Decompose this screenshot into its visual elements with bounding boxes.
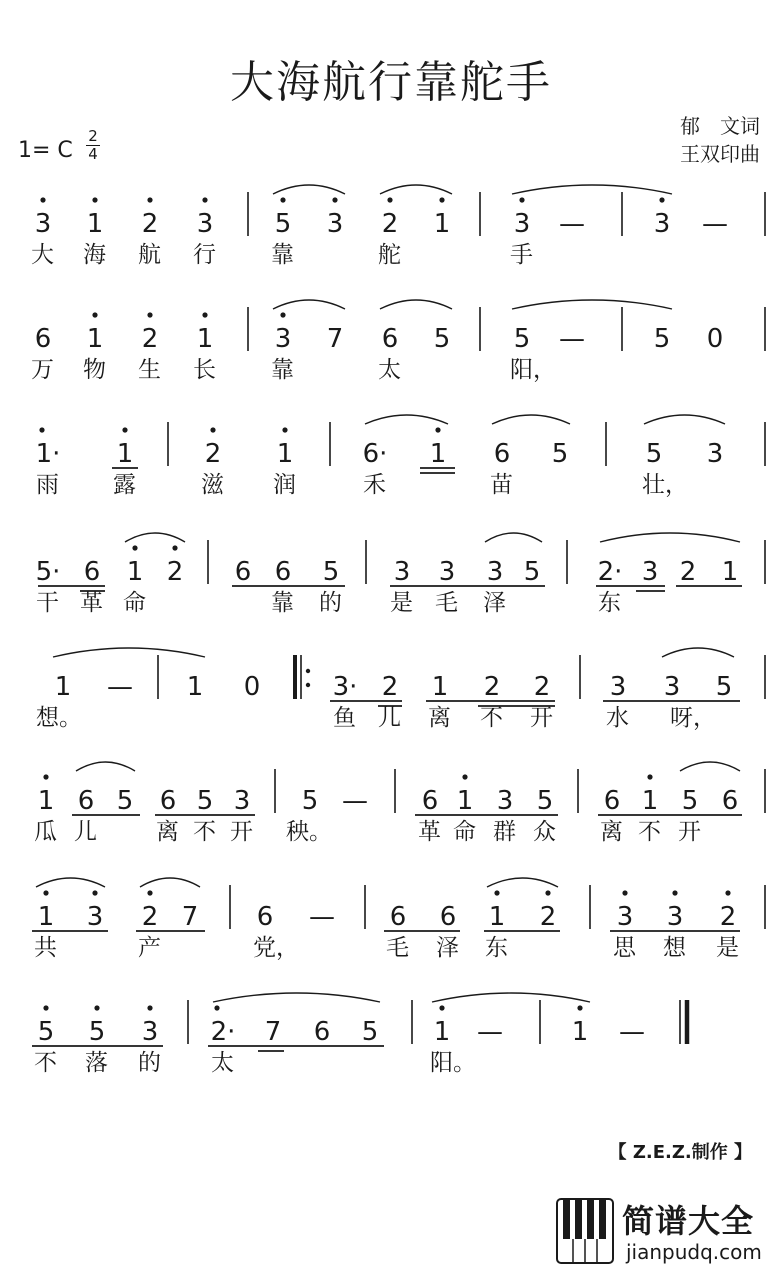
lyric: 露 [113, 472, 136, 498]
high-octave-dot [210, 427, 215, 432]
note: 5 [523, 557, 541, 587]
site-logo [556, 1196, 780, 1270]
slur-arc [380, 300, 452, 309]
note: — [477, 1017, 503, 1047]
note: 5 [551, 439, 569, 469]
high-octave-dot [545, 890, 550, 895]
note: 5 [536, 786, 554, 816]
note: 6 [83, 557, 101, 587]
lyric: 儿 [378, 705, 401, 731]
note: 1 [488, 902, 506, 932]
note: 6 [34, 324, 52, 354]
note: 3 [706, 439, 724, 469]
note: 6 [159, 786, 177, 816]
note: — [107, 672, 133, 702]
note: 2 [141, 902, 159, 932]
note: 6· [362, 439, 388, 469]
note: 3 [233, 786, 251, 816]
logo-url: jianpudq.com [626, 1240, 762, 1264]
note: 6 [256, 902, 274, 932]
note: 3 [666, 902, 684, 932]
high-octave-dot [280, 197, 285, 202]
lyric: 开 [678, 819, 701, 845]
note: 1 [641, 786, 659, 816]
key-signature: 1= C [18, 138, 73, 163]
note: 6 [603, 786, 621, 816]
note: 2 [166, 557, 184, 587]
high-octave-dot [147, 1005, 152, 1010]
note: 3 [641, 557, 659, 587]
high-octave-dot [494, 890, 499, 895]
song-title: 大海航行靠舵手 [230, 57, 552, 108]
lyric: 大 [31, 242, 54, 268]
lyric: 离 [156, 819, 179, 845]
slur-arc [662, 648, 734, 657]
lyric: 离 [600, 819, 623, 845]
high-octave-dot [332, 197, 337, 202]
note: 3 [513, 209, 531, 239]
note: — [342, 786, 368, 816]
lyric: 命 [123, 590, 146, 616]
lyric: 东 [485, 935, 508, 961]
note: 5· [35, 557, 61, 587]
note: 6 [493, 439, 511, 469]
slur-arc [76, 762, 135, 771]
note: 5 [196, 786, 214, 816]
note: 1 [86, 324, 104, 354]
high-octave-dot [439, 197, 444, 202]
note: 6 [381, 324, 399, 354]
note: 3 [609, 672, 627, 702]
note: 5 [645, 439, 663, 469]
lyric: 生 [138, 357, 161, 383]
high-octave-dot [435, 427, 440, 432]
slur-arc [432, 993, 590, 1002]
note: 5 [88, 1017, 106, 1047]
note: 1 [433, 1017, 451, 1047]
note: 2 [719, 902, 737, 932]
note: 1 [186, 672, 204, 702]
lyric: 泽 [436, 935, 459, 961]
note: 3 [438, 557, 456, 587]
note: 3 [663, 672, 681, 702]
note: 1 [54, 672, 72, 702]
slur-arc [125, 533, 185, 542]
note: 3 [496, 786, 514, 816]
note: 2 [141, 209, 159, 239]
slur-arc [273, 185, 345, 194]
high-octave-dot [147, 312, 152, 317]
note: 1 [196, 324, 214, 354]
lyric: 思 [613, 935, 636, 961]
lyric: 毛 [386, 935, 409, 961]
note: 2· [210, 1017, 236, 1047]
lyric: 不 [480, 705, 503, 731]
note: 7 [181, 902, 199, 932]
high-octave-dot [92, 890, 97, 895]
note: 1 [429, 439, 447, 469]
note: 1 [37, 786, 55, 816]
lyric: 壮， [642, 472, 688, 498]
lyric: 毛 [435, 590, 458, 616]
note: 3 [274, 324, 292, 354]
slur-arc [140, 878, 200, 887]
note: 1 [431, 672, 449, 702]
note: 5 [513, 324, 531, 354]
logo-name: 简谱大全 [622, 1202, 755, 1240]
high-octave-dot [43, 890, 48, 895]
note: 6 [721, 786, 739, 816]
lyric: 命 [453, 819, 476, 845]
note: 1 [433, 209, 451, 239]
lyric: 的 [138, 1050, 161, 1076]
lyric: 不 [638, 819, 661, 845]
note: 5 [116, 786, 134, 816]
note: 3 [86, 902, 104, 932]
piano-keys-icon [556, 1198, 614, 1264]
high-octave-dot [94, 1005, 99, 1010]
note: 1 [116, 439, 134, 469]
lyric: 靠 [271, 357, 294, 383]
note: 0 [243, 672, 261, 702]
lyric: 想 [663, 935, 686, 961]
lyric: 想。 [36, 705, 82, 731]
note: 2· [597, 557, 623, 587]
note: 1 [721, 557, 739, 587]
slur-arc [512, 185, 672, 194]
note: 6 [274, 557, 292, 587]
note: 2 [533, 672, 551, 702]
note: 5 [653, 324, 671, 354]
lyric: 靠 [271, 242, 294, 268]
high-octave-dot [519, 197, 524, 202]
high-octave-dot [202, 197, 207, 202]
lyric: 落 [85, 1050, 108, 1076]
lyricist: 郁 文词 [680, 114, 760, 138]
note: 2 [679, 557, 697, 587]
note: 2 [381, 209, 399, 239]
time-signature-top: 2 [88, 127, 98, 145]
lyric: 阳。 [430, 1050, 476, 1076]
lyric: 革 [80, 590, 103, 616]
slur-arc [680, 762, 740, 771]
note: 3 [141, 1017, 159, 1047]
lyric: 太 [211, 1050, 234, 1076]
high-octave-dot [462, 774, 467, 779]
note: — [559, 209, 585, 239]
lyric: 干 [36, 590, 59, 616]
lyric: 物 [83, 357, 106, 383]
lyric: 阳， [510, 357, 556, 383]
composer: 王双印曲 [680, 142, 760, 166]
lyric: 离 [428, 705, 451, 731]
high-octave-dot [202, 312, 207, 317]
note: 1 [37, 902, 55, 932]
repeat-dot [306, 669, 310, 673]
note: — [559, 324, 585, 354]
lyric: 瓜 [34, 819, 57, 845]
high-octave-dot [659, 197, 664, 202]
note: 5 [361, 1017, 379, 1047]
slur-arc [273, 300, 345, 309]
note: — [702, 209, 728, 239]
note: 5 [433, 324, 451, 354]
note: 7 [264, 1017, 282, 1047]
lyric: 产 [138, 935, 161, 961]
note: 6 [234, 557, 252, 587]
note: 6 [313, 1017, 331, 1047]
lyric: 秧。 [286, 819, 332, 845]
lyric: 是 [716, 935, 739, 961]
slur-arc [644, 415, 725, 424]
high-octave-dot [282, 427, 287, 432]
lyric: 靠 [271, 590, 294, 616]
note: 7 [326, 324, 344, 354]
note: 6 [439, 902, 457, 932]
high-octave-dot [92, 197, 97, 202]
high-octave-dot [92, 312, 97, 317]
note: 0 [706, 324, 724, 354]
note: 2 [483, 672, 501, 702]
note: 2 [381, 672, 399, 702]
lyric: 党， [253, 935, 299, 961]
note: 1 [276, 439, 294, 469]
lyric: 鱼 [333, 705, 356, 731]
note: 1 [126, 557, 144, 587]
lyric: 手 [510, 242, 533, 268]
note: 5 [715, 672, 733, 702]
lyric: 呀， [670, 705, 716, 731]
lyric: 舵 [378, 242, 401, 268]
high-octave-dot [40, 197, 45, 202]
note: — [309, 902, 335, 932]
note: 1 [86, 209, 104, 239]
note: 2 [204, 439, 222, 469]
lyric: 泽 [483, 590, 506, 616]
note: 5 [322, 557, 340, 587]
slur-arc [512, 300, 672, 309]
lyric: 群 [493, 819, 516, 845]
note: 3 [326, 209, 344, 239]
lyric: 的 [319, 590, 342, 616]
slur-arc [492, 415, 570, 424]
high-octave-dot [43, 774, 48, 779]
note: 3· [332, 672, 358, 702]
note: 3 [653, 209, 671, 239]
high-octave-dot [577, 1005, 582, 1010]
lyric: 苗 [490, 472, 513, 498]
note: 6 [421, 786, 439, 816]
lyric: 万 [31, 357, 54, 383]
note: 2 [539, 902, 557, 932]
note: 5 [301, 786, 319, 816]
note: — [619, 1017, 645, 1047]
high-octave-dot [647, 774, 652, 779]
note: 6 [389, 902, 407, 932]
lyric: 众 [533, 819, 556, 845]
high-octave-dot [147, 197, 152, 202]
note: 5 [274, 209, 292, 239]
lyric: 海 [83, 242, 106, 268]
lyric: 东 [598, 590, 621, 616]
note: 2 [141, 324, 159, 354]
note: 6 [77, 786, 95, 816]
lyric: 润 [273, 472, 296, 498]
lyric: 长 [193, 357, 216, 383]
lyric: 共 [34, 935, 57, 961]
lyric: 开 [230, 819, 253, 845]
high-octave-dot [147, 890, 152, 895]
lyric: 儿 [74, 819, 97, 845]
high-octave-dot [725, 890, 730, 895]
slur-arc [53, 648, 205, 657]
lyric: 革 [418, 819, 441, 845]
slur-arc [36, 878, 105, 887]
repeat-dot [306, 683, 310, 687]
high-octave-dot [172, 545, 177, 550]
slur-arc [365, 415, 448, 424]
high-octave-dot [622, 890, 627, 895]
note: 3 [34, 209, 52, 239]
high-octave-dot [214, 1005, 219, 1010]
note: 5 [681, 786, 699, 816]
note: 3 [393, 557, 411, 587]
lyric: 雨 [36, 472, 59, 498]
slur-arc [380, 185, 452, 194]
note: 1 [456, 786, 474, 816]
lyric: 不 [34, 1050, 57, 1076]
high-octave-dot [122, 427, 127, 432]
note: 1 [571, 1017, 589, 1047]
lyric: 水 [606, 705, 629, 731]
slur-arc [485, 533, 542, 542]
lyric: 太 [378, 357, 401, 383]
high-octave-dot [280, 312, 285, 317]
slur-arc [600, 533, 740, 542]
high-octave-dot [387, 197, 392, 202]
high-octave-dot [672, 890, 677, 895]
high-octave-dot [132, 545, 137, 550]
high-octave-dot [39, 427, 44, 432]
lyric: 行 [193, 242, 216, 268]
lyric: 是 [390, 590, 413, 616]
note: 3 [486, 557, 504, 587]
high-octave-dot [43, 1005, 48, 1010]
lyric: 不 [193, 819, 216, 845]
note: 5 [37, 1017, 55, 1047]
slur-arc [487, 878, 558, 887]
lyric: 航 [138, 242, 161, 268]
lyric: 禾 [363, 472, 386, 498]
note: 3 [616, 902, 634, 932]
note: 1· [35, 439, 61, 469]
slur-arc [213, 993, 380, 1002]
lyric: 滋 [201, 472, 224, 498]
high-octave-dot [439, 1005, 444, 1010]
lyric: 开 [530, 705, 553, 731]
note: 3 [196, 209, 214, 239]
time-signature-bottom: 4 [88, 145, 98, 163]
maker-credit: 【 Z.E.Z.制作 】 [608, 1142, 752, 1163]
